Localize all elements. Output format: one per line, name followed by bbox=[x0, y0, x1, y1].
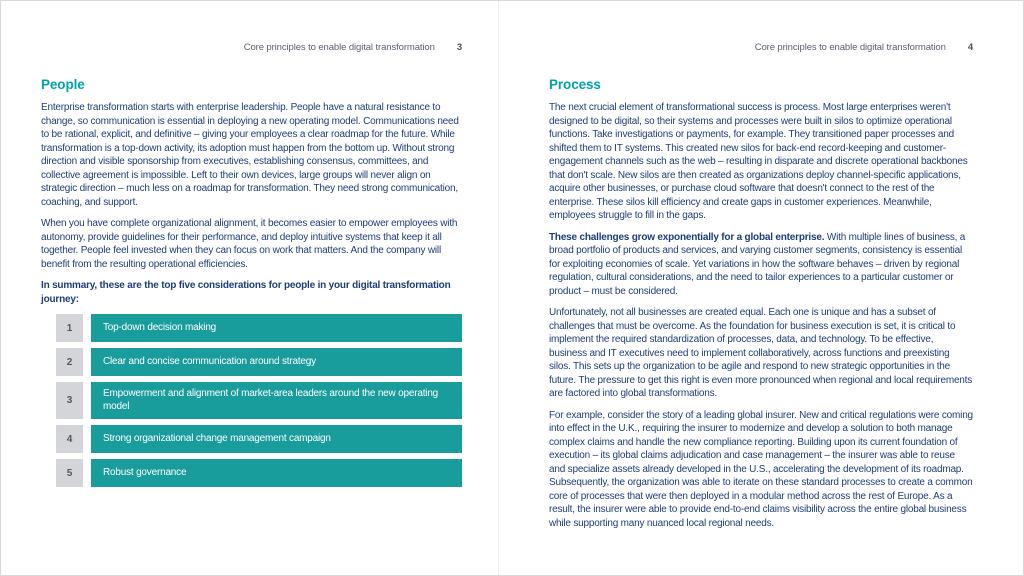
page-3 bbox=[41, 1, 462, 493]
list-number-badge: 3 bbox=[56, 382, 83, 419]
summary-heading: In summary, these are the top five considerations for people in your digital transformation journey: bbox=[41, 280, 451, 305]
section-title-process: Process bbox=[549, 77, 601, 92]
list-item-bar: Top-down decision making bbox=[91, 314, 462, 342]
paragraph: Enterprise transformation starts with enterprise leadership. People have a natural resistance to change, so communication is essential in deploying a new operating model. Communications need to be rational, explicit, and definitive – giving your employees a clear roadmap for the future. While transformation is a top-down activity, its adoption must happen from the bottom up. Without strong direction and visible sponsorship from executives, establishing consensus, committees, and collective agreement is impossible. Left to their own devices, large groups will never align on strategic direction – much less on a roadmap for transformation. They need strong communication, coaching, and support. bbox=[41, 102, 459, 208]
page-4 bbox=[549, 1, 973, 538]
paragraph-rest: With multiple lines of business, a broad portfolio of products and services, and varying customer segments, consistency is essential for exploiting economies of scale. Yet variations in how the software behaves – driven by regional regulation, cultural considerations, and the need to tailor experiences to a particular customer or product – must be considered. bbox=[549, 231, 966, 297]
list-item-bar: Clear and concise communication around strategy bbox=[91, 348, 462, 376]
list-item bbox=[56, 348, 462, 376]
page-number: 3 bbox=[456, 42, 462, 53]
paragraph bbox=[549, 231, 973, 299]
running-header-title: Core principles to enable digital transformation bbox=[243, 42, 435, 53]
paragraph-lead-bold: These challenges grow exponentially for a global enterprise. bbox=[549, 231, 825, 243]
list-number-badge: 5 bbox=[56, 459, 83, 487]
list-number-badge: 1 bbox=[56, 314, 83, 342]
list-item bbox=[56, 459, 462, 487]
considerations-list bbox=[41, 314, 462, 487]
list-item-bar: Robust governance bbox=[91, 459, 462, 487]
paragraph: For example, consider the story of a leading global insurer. New and critical regulations were coming into effect in the U.K., requiring the insurer to modernize and develop a solution to both manage complex claims and handle the new compliance reporting. Building upon its current foundation of execution – its global claims adjudication and case management – the insurer was able to reuse and specialize assets already developed in the U.S., accelerating the development of its roadmap. Subsequently, the organization was able to iterate on these standard processes to create a common core of processes that were then deployed in a modular method across the rest of Europe. As a result, the insurer were able to provide end-to-end claims visibility across the entire global business while supporting many nuanced local regional needs. bbox=[549, 409, 973, 529]
page-number: 4 bbox=[967, 42, 973, 53]
running-header-right bbox=[549, 42, 973, 54]
running-header-left bbox=[41, 42, 462, 54]
list-item bbox=[56, 382, 462, 419]
list-number-badge: 2 bbox=[56, 348, 83, 376]
section-title-people: People bbox=[41, 77, 85, 92]
list-item bbox=[56, 425, 462, 453]
paragraph: Unfortunately, not all businesses are created equal. Each one is unique and has a subset of challenges that must be overcome. As the foundation for business execution is set, it is critical to implement the required standardization of processes, data, and technology. To be effective, business and IT executives need to implement collaboratively, across functions and preexisting silos. This sets up the organization to be agile and respond to new strategic opportunities in the future. The pressure to get this right is even more pronounced when regional and local requirements are factored into global transformations. bbox=[549, 307, 973, 399]
list-item bbox=[56, 314, 462, 342]
page-divider bbox=[498, 1, 499, 575]
paragraph: The next crucial element of transformational success is process. Most large enterprises weren't designed to be digital, so their systems and processes were built in silos to optimize operational functions. Take investigations or payments, for example. They transitioned paper processes and shifted them to IT systems. This created new silos for back-end record-keeping and customer-engagement channels such as the web – resulting in disparate and discrete operational backbones that don't scale. New silos are then created as organizations deploy channel-specific applications, acquire other businesses, or purchase cloud software that doesn't connect to the rest of the enterprise. These silos kill efficiency and create gaps in customer experiences. Meanwhile, employees struggle to fill in the gaps. bbox=[549, 102, 968, 221]
list-number-badge: 4 bbox=[56, 425, 83, 453]
list-item-bar: Empowerment and alignment of market-area leaders around the new operating model bbox=[91, 382, 462, 419]
running-header-title: Core principles to enable digital transformation bbox=[754, 42, 946, 53]
list-item-bar: Strong organizational change management campaign bbox=[91, 425, 462, 453]
paragraph: When you have complete organizational alignment, it becomes easier to empower employees with autonomy, provide guidelines for their performance, and deploy intuitive systems that keep it all together. People feel invested when they can focus on work that matters. And the company will benefit from the resulting operational efficiencies. bbox=[41, 218, 458, 270]
